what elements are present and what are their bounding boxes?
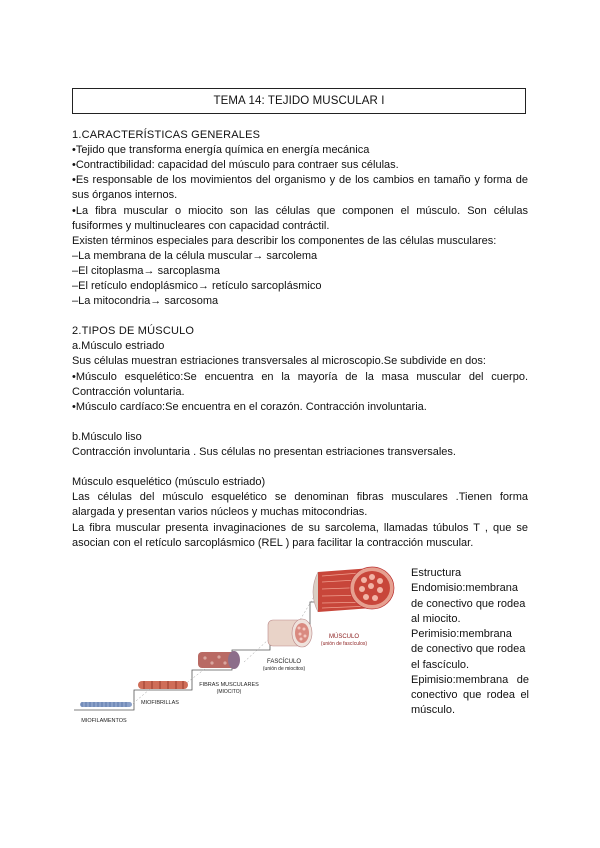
label-musculo: MÚSCULO [328, 634, 360, 640]
subheading-b: b.Músculo liso [72, 431, 142, 443]
label-musculo-sub: (unión de fascículos) [320, 641, 368, 647]
section1-line: Existen términos especiales para describir los componentes de las células musculares: [72, 235, 497, 247]
label-fasciculo: FASCÍCULO [266, 659, 302, 665]
section1-line: –La mitocondria→ sarcosoma [72, 295, 219, 307]
section2-a-line: Sus células muestran estriaciones transversales al microscopio.Se subdivide en dos: [72, 355, 486, 367]
estructura-heading: Estructura [411, 567, 462, 579]
myofibril-drawing [138, 681, 188, 689]
skeletal-heading: Músculo esquelético (músculo estriado) [72, 476, 266, 488]
section1-line: •Es responsable de los movimientos del organismo y de los cambios en tamaño y forma de [72, 174, 528, 186]
whole-muscle-drawing [313, 567, 394, 612]
section1-line: •Tejido que transforma energía química en energía mecánica [72, 144, 370, 156]
section1-line: •Contractibilidad: capacidad del músculo para contraer sus células. [72, 159, 399, 171]
section1-line: –El citoplasma→ sarcoplasma [72, 265, 220, 277]
estructura-line: músculo. [411, 704, 456, 716]
label-miofibrillas: MIOFIBRILLAS [141, 700, 179, 706]
section1-line: –El retículo endoplásmico→ retículo sarcoplásmico [72, 280, 322, 292]
label-fibras: FIBRAS MUSCULARES [199, 682, 259, 688]
section1-heading: 1.CARACTERÍSTICAS GENERALES [72, 129, 261, 141]
section1-line: –La membrana de la célula muscular→ sarcolema [72, 250, 318, 262]
section1-line: sus órganos internos. [72, 189, 178, 201]
myofilaments-drawing [80, 702, 132, 707]
section2-heading: 2.TIPOS DE MÚSCULO [72, 325, 195, 337]
skeletal-line: alargada y presentan varios núcleos y muchas mitocondrias. [72, 506, 368, 518]
estructura-line: de conectivo que rodea [411, 643, 526, 655]
section2-a-line: •Músculo esquelético:Se encuentra en la mayoría de la masa muscular del cuerpo. [72, 371, 528, 383]
estructura-line: el fascículo. [411, 659, 470, 671]
estructura-line: Epimisio:membrana de [411, 674, 529, 686]
section2-a-line: Contracción voluntaria. [72, 386, 185, 398]
section2-b-line: Contracción involuntaria . Sus células no presentan estriaciones transversales. [72, 446, 456, 458]
skeletal-line: Las células del músculo esquelético se denominan fibras musculares .Tienen forma [72, 491, 528, 503]
fascicle-drawing [268, 619, 312, 647]
estructura-line: conectivo que rodea el [411, 689, 529, 701]
label-fasciculo-sub: (unión de miocitos) [262, 666, 306, 672]
muscle-structure-illustration [72, 562, 408, 732]
skeletal-line: La fibra muscular presenta invaginaciones de su sarcolema, llamadas túbulos T , que se [72, 522, 528, 534]
page-title: TEMA 14: TEJIDO MUSCULAR I [213, 95, 385, 107]
estructura-line: Endomisio:membrana [411, 582, 518, 594]
page-title-box [72, 88, 526, 114]
label-miofilamentos: MIOFILAMENTOS [81, 718, 127, 724]
estructura-line: al miocito. [411, 613, 461, 625]
section2-a-line: •Músculo cardíaco:Se encuentra en el corazón. Contracción involuntaria. [72, 401, 427, 413]
section1-line: •La fibra muscular o miocito son las células que componen el músculo. Son células [72, 205, 528, 217]
estructura-line: Perimisio:membrana [411, 628, 512, 640]
skeletal-line: asocian con el retículo sarcoplásmico (REL ) para facilitar la contracción muscular. [72, 537, 474, 549]
subheading-a: a.Músculo estriado [72, 340, 165, 352]
label-fibras-sub: (MIOCITO) [216, 689, 242, 695]
section1-line: fusiformes y multinucleares con capacidad contráctil. [72, 220, 330, 232]
muscle-fiber-drawing [198, 651, 240, 669]
estructura-line: de conectivo que rodea [411, 598, 526, 610]
